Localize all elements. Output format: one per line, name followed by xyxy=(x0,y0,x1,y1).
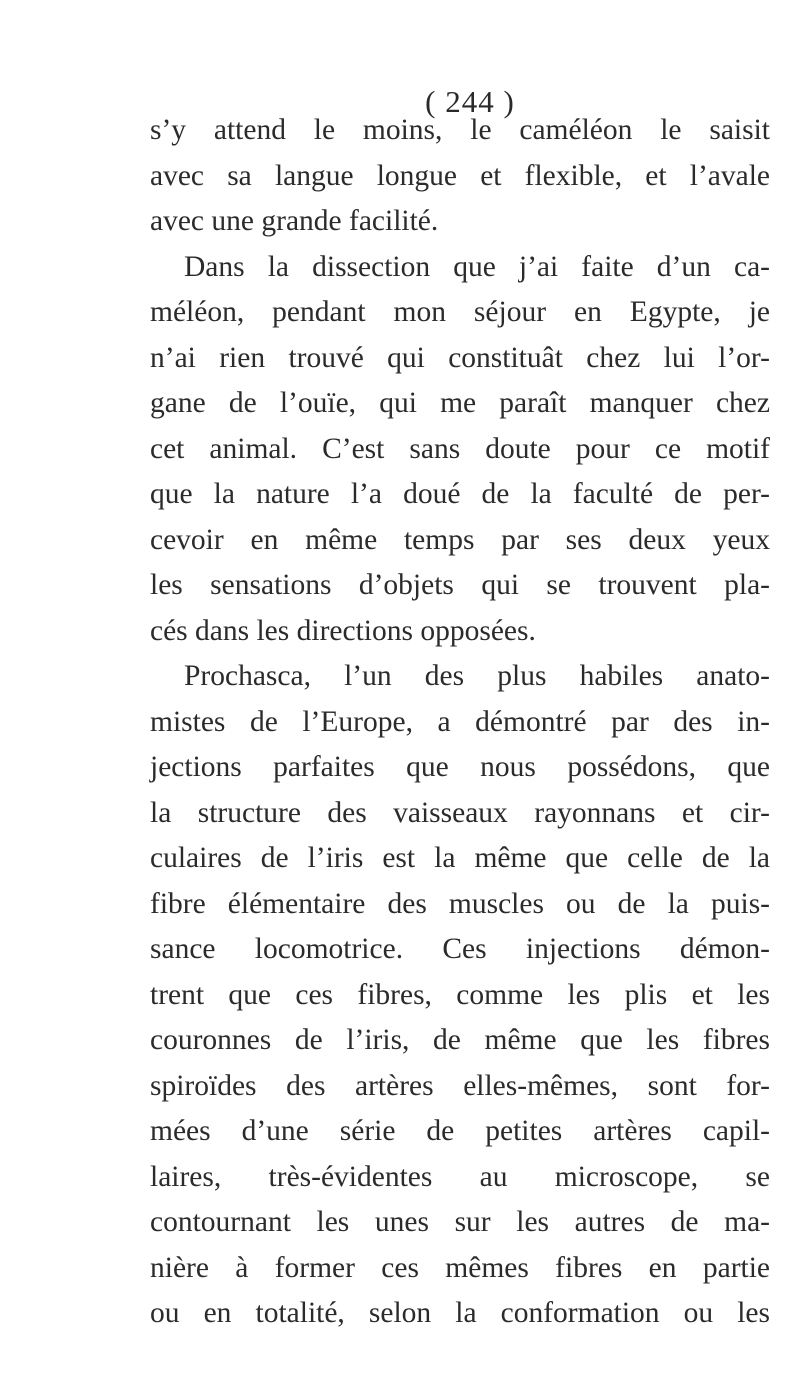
text-line: contournant les unes sur les autres de ma- xyxy=(150,1206,770,1238)
text-line: nière à former ces mêmes fibres en partie xyxy=(150,1251,770,1284)
text-line: mistes de l’Europe, a démontré par des in- xyxy=(150,705,770,738)
text-line: trent que ces fibres, comme les plis et les xyxy=(150,978,770,1011)
paragraph-start-line: Dans la dissection que j’ai faite d’un ca- xyxy=(184,250,770,283)
text-line: culaires de l’iris est la même que celle de la xyxy=(150,842,770,874)
page-number: ( 244 ) xyxy=(425,84,515,119)
text-line: ou en totalité, selon la conformation ou les xyxy=(150,1297,770,1329)
text-line: les sensations d’objets qui se trouvent pla- xyxy=(150,569,770,601)
text-line: spiroïdes des artères elles-mêmes, sont for- xyxy=(150,1069,770,1102)
paragraph-start-line: Prochasca, l’un des plus habiles anato- xyxy=(184,660,770,692)
text-line: couronnes de l’iris, de même que les fibres xyxy=(150,1024,770,1056)
text-line: la structure des vaisseaux rayonnans et cir- xyxy=(150,796,770,829)
text-line: que la nature l’a doué de la faculté de per- xyxy=(150,478,770,510)
text-line: n’ai rien trouvé qui constituât chez lui l’or- xyxy=(150,341,770,374)
text-line: sance locomotrice. Ces injections démon- xyxy=(150,933,770,965)
text-line: s’y attend le moins, le caméléon le saisit xyxy=(150,114,770,146)
text-line: avec une grande facilité. xyxy=(150,205,439,237)
text-line: cés dans les directions opposées. xyxy=(150,614,536,647)
text-line: méléon, pendant mon séjour en Egypte, je xyxy=(150,296,770,328)
text-line: gane de l’ouïe, qui me paraît manquer chez xyxy=(150,387,770,419)
text-line: mées d’une série de petites artères capil- xyxy=(150,1115,770,1147)
text-line: avec sa langue longue et flexible, et l’avale xyxy=(150,159,770,192)
text-line: laires, très-évidentes au microscope, se xyxy=(150,1160,770,1193)
text-line: cet animal. C’est sans doute pour ce motif xyxy=(150,432,770,465)
text-line: cevoir en même temps par ses deux yeux xyxy=(150,523,770,556)
text-line: fibre élémentaire des muscles ou de la puis- xyxy=(150,887,770,920)
text-line: jections parfaites que nous possédons, que xyxy=(150,751,770,783)
